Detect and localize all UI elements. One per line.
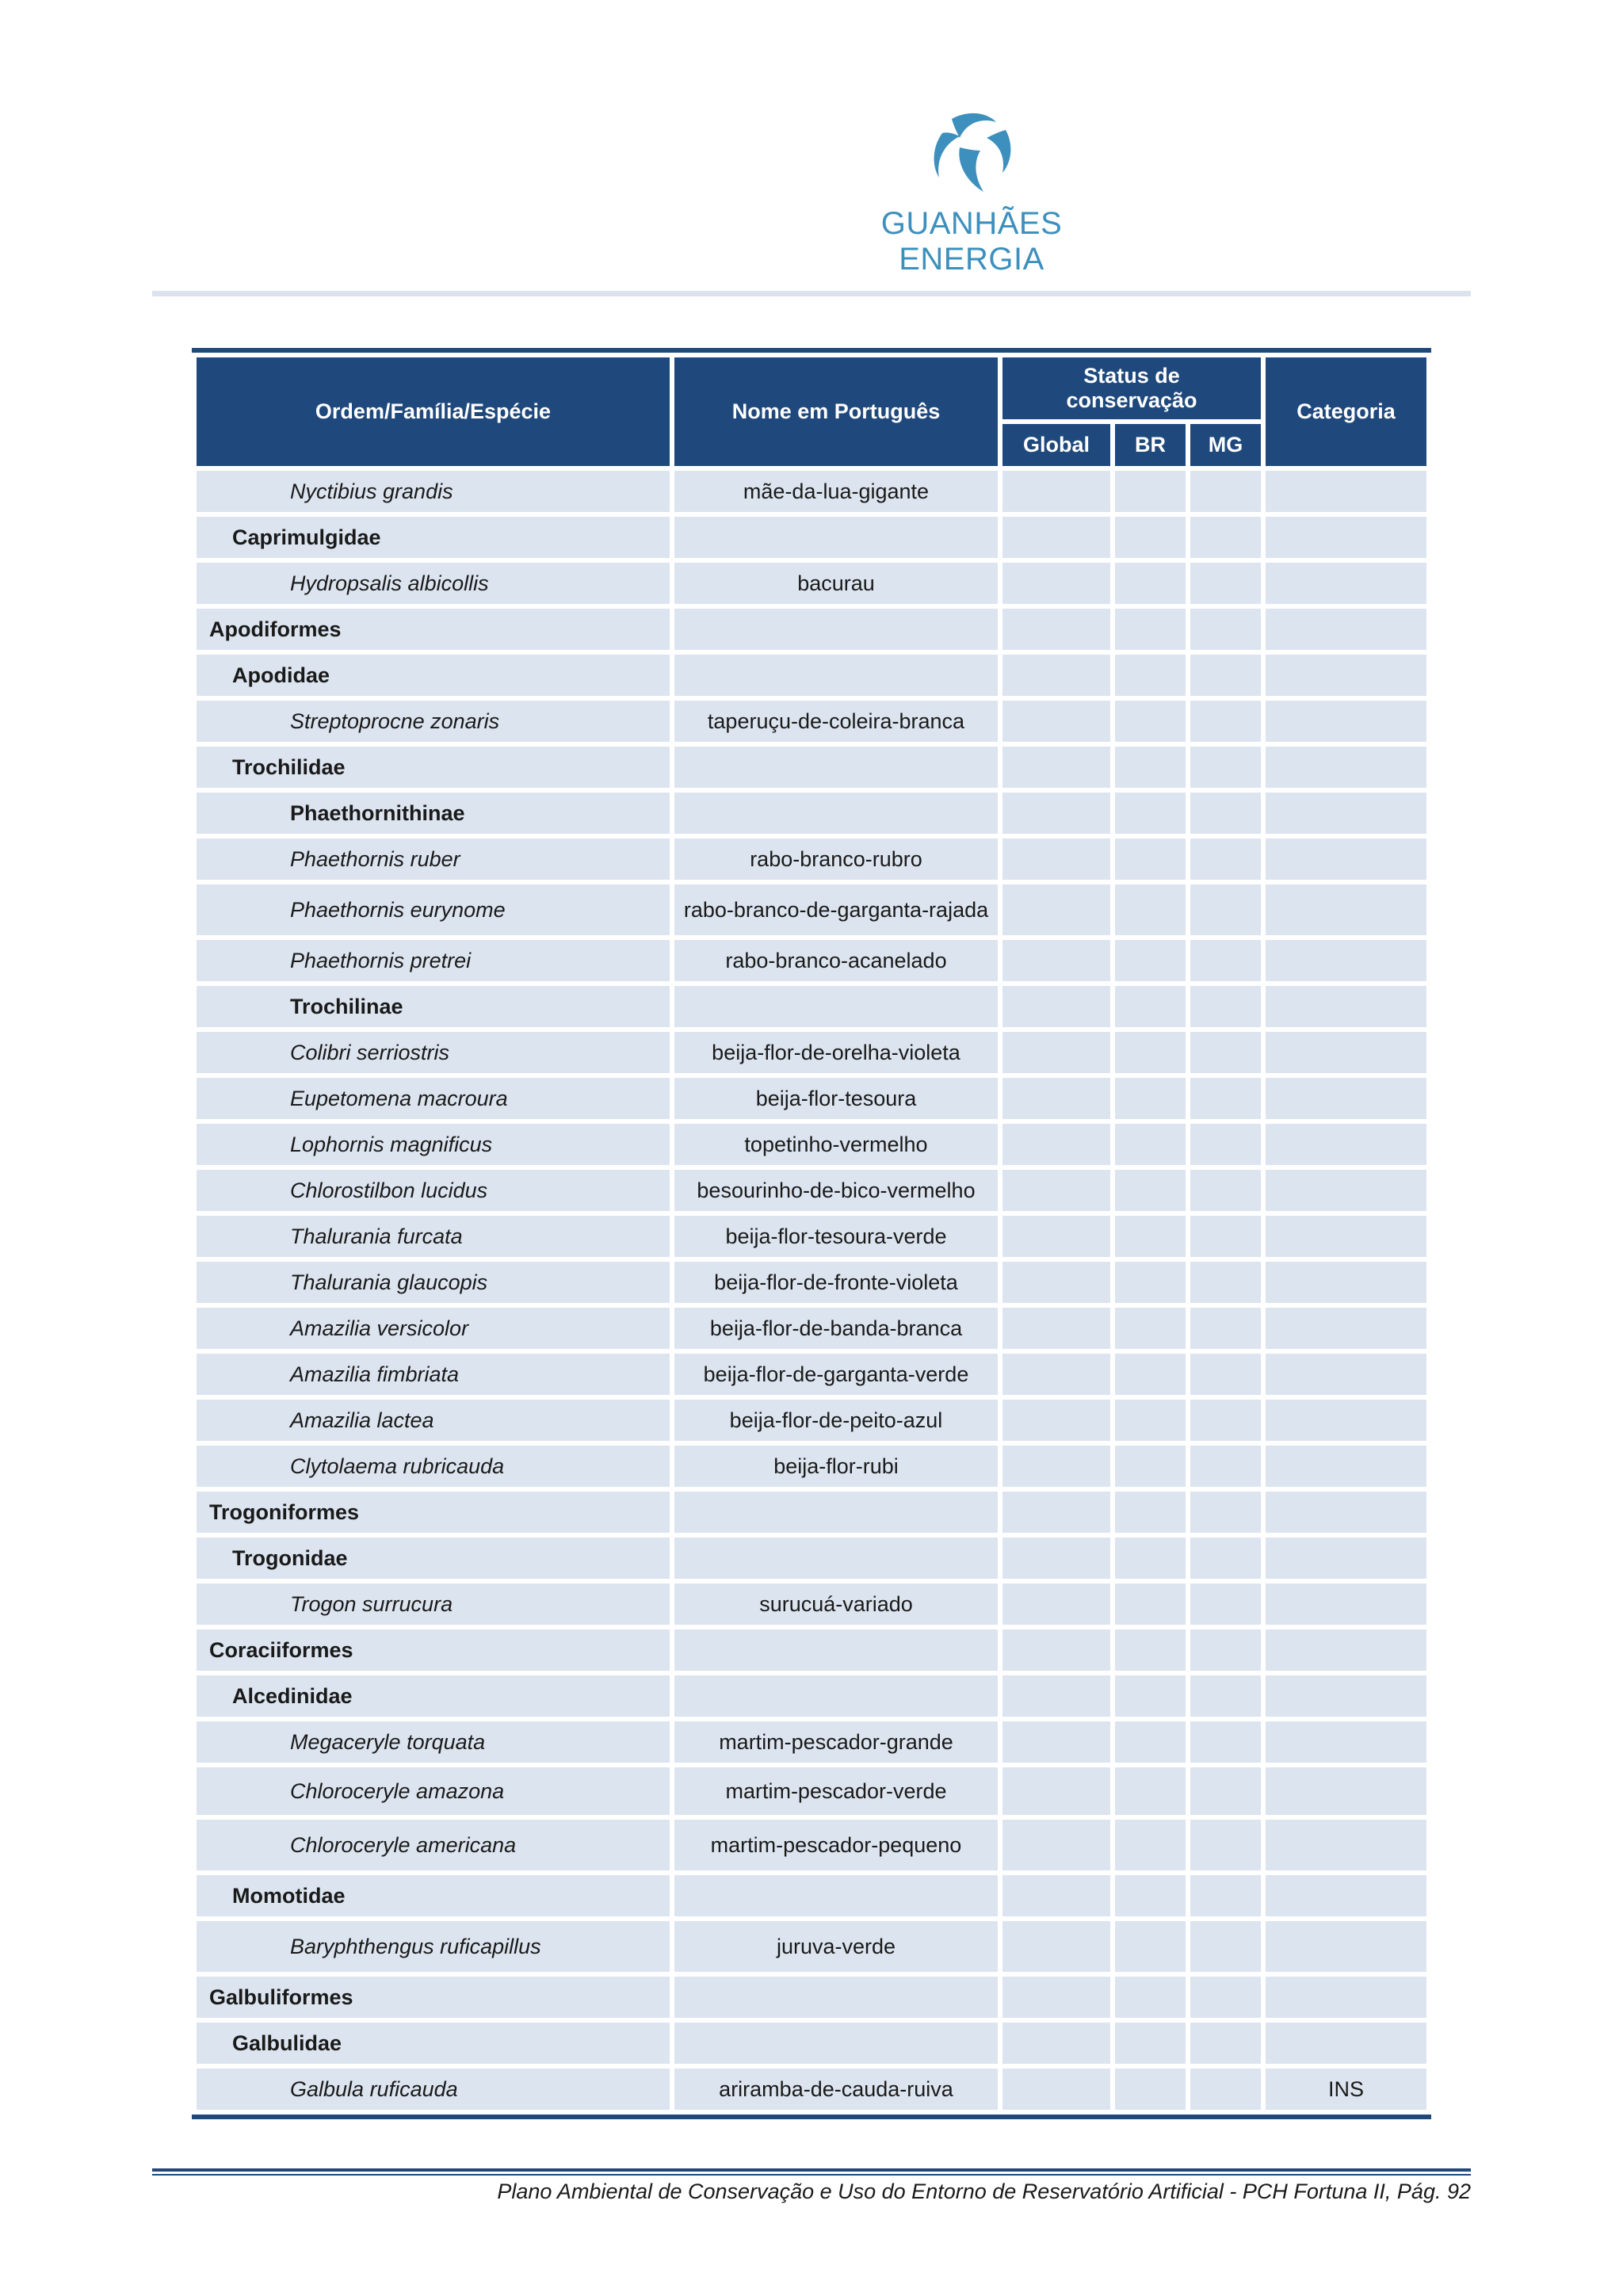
status-global-cell <box>1002 1767 1110 1815</box>
taxon-cell: Alcedinidae <box>197 1675 670 1717</box>
category-cell <box>1266 471 1426 512</box>
taxon-cell: Phaethornis ruber <box>197 839 670 880</box>
status-br-cell <box>1115 986 1186 1027</box>
common-name-cell: beija-flor-de-garganta-verde <box>674 1354 998 1395</box>
footer-divider <box>152 2168 1471 2172</box>
category-cell <box>1266 1675 1426 1717</box>
table-row <box>197 1921 1426 1972</box>
taxon-cell: Trogonidae <box>197 1538 670 1579</box>
table-row <box>197 1124 1426 1165</box>
status-br-cell <box>1115 1767 1186 1815</box>
common-name-cell: beija-flor-de-peito-azul <box>674 1400 998 1441</box>
common-name-cell: beija-flor-de-banda-branca <box>674 1308 998 1349</box>
category-cell <box>1266 884 1426 935</box>
table-row <box>197 747 1426 788</box>
common-name-cell: topetinho-vermelho <box>674 1124 998 1165</box>
category-cell: INS <box>1266 2069 1426 2110</box>
status-mg-cell <box>1190 793 1261 834</box>
logo-text: GUANHÃES ENERGIA <box>880 206 1063 277</box>
table-row <box>197 1875 1426 1916</box>
category-cell <box>1266 1446 1426 1487</box>
status-global-cell <box>1002 471 1110 512</box>
table-row <box>197 471 1426 512</box>
table-row <box>197 1675 1426 1717</box>
status-global-cell <box>1002 1584 1110 1625</box>
taxon-cell: Coraciiformes <box>197 1629 670 1671</box>
common-name-cell <box>674 986 998 1027</box>
taxon-cell: Lophornis magnificus <box>197 1124 670 1165</box>
category-cell <box>1266 1921 1426 1972</box>
taxon-cell: Thalurania glaucopis <box>197 1262 670 1303</box>
table-row <box>197 655 1426 696</box>
taxon-cell: Nyctibius grandis <box>197 471 670 512</box>
taxon-cell: Hydropsalis albicollis <box>197 563 670 604</box>
table-row <box>197 1308 1426 1349</box>
status-mg-cell <box>1190 655 1261 696</box>
common-name-cell <box>674 2023 998 2064</box>
category-cell <box>1266 1124 1426 1165</box>
status-mg-cell <box>1190 1721 1261 1763</box>
status-br-cell <box>1115 2023 1186 2064</box>
status-mg-cell <box>1190 471 1261 512</box>
taxon-cell: Streptoprocne zonaris <box>197 701 670 742</box>
status-mg-cell <box>1190 839 1261 880</box>
status-mg-cell <box>1190 1446 1261 1487</box>
status-global-cell <box>1002 1032 1110 1073</box>
common-name-cell: besourinho-de-bico-vermelho <box>674 1170 998 1211</box>
status-mg-cell <box>1190 1170 1261 1211</box>
status-br-cell <box>1115 1584 1186 1625</box>
header-category: Categoria <box>1266 357 1426 466</box>
status-global-cell <box>1002 1216 1110 1257</box>
table-row <box>197 1400 1426 1441</box>
status-mg-cell <box>1190 517 1261 558</box>
taxon-cell: Galbulidae <box>197 2023 670 2064</box>
status-br-cell <box>1115 1820 1186 1870</box>
status-global-cell <box>1002 1820 1110 1870</box>
status-mg-cell <box>1190 747 1261 788</box>
status-br-cell <box>1115 1262 1186 1303</box>
status-global-cell <box>1002 1308 1110 1349</box>
status-mg-cell <box>1190 1584 1261 1625</box>
table-row <box>197 609 1426 650</box>
table-row <box>197 884 1426 935</box>
status-global-cell <box>1002 2023 1110 2064</box>
common-name-cell: mãe-da-lua-gigante <box>674 471 998 512</box>
taxon-cell: Caprimulgidae <box>197 517 670 558</box>
category-cell <box>1266 1354 1426 1395</box>
category-cell <box>1266 1977 1426 2018</box>
common-name-cell: bacurau <box>674 563 998 604</box>
table-row <box>197 940 1426 981</box>
common-name-cell: juruva-verde <box>674 1921 998 1972</box>
status-global-cell <box>1002 1400 1110 1441</box>
status-br-cell <box>1115 1308 1186 1349</box>
status-global-cell <box>1002 986 1110 1027</box>
status-br-cell <box>1115 1078 1186 1119</box>
status-mg-cell <box>1190 1675 1261 1717</box>
category-cell <box>1266 839 1426 880</box>
status-br-cell <box>1115 1875 1186 1916</box>
taxon-cell: Galbula ruficauda <box>197 2069 670 2110</box>
common-name-cell <box>674 1875 998 1916</box>
header-global: Global <box>1002 424 1110 466</box>
status-br-cell <box>1115 1216 1186 1257</box>
status-br-cell <box>1115 563 1186 604</box>
table-row <box>197 1216 1426 1257</box>
category-cell <box>1266 563 1426 604</box>
taxon-cell: Amazilia fimbriata <box>197 1354 670 1395</box>
status-mg-cell <box>1190 1216 1261 1257</box>
status-br-cell <box>1115 1400 1186 1441</box>
taxon-cell: Apodiformes <box>197 609 670 650</box>
status-global-cell <box>1002 1078 1110 1119</box>
status-br-cell <box>1115 655 1186 696</box>
status-mg-cell <box>1190 1354 1261 1395</box>
common-name-cell: ariramba-de-cauda-ruiva <box>674 2069 998 2110</box>
status-mg-cell <box>1190 1124 1261 1165</box>
status-br-cell <box>1115 1921 1186 1972</box>
status-br-cell <box>1115 1977 1186 2018</box>
table-row <box>197 1354 1426 1395</box>
taxon-cell: Baryphthengus ruficapillus <box>197 1921 670 1972</box>
status-br-cell <box>1115 1721 1186 1763</box>
table-row <box>197 1820 1426 1870</box>
category-cell <box>1266 940 1426 981</box>
header-portuguese-name: Nome em Português <box>674 357 998 466</box>
table-row <box>197 793 1426 834</box>
category-cell <box>1266 1820 1426 1870</box>
status-mg-cell <box>1190 1032 1261 1073</box>
status-mg-cell <box>1190 701 1261 742</box>
status-br-cell <box>1115 747 1186 788</box>
status-mg-cell <box>1190 2069 1261 2110</box>
category-cell <box>1266 1629 1426 1671</box>
common-name-cell <box>674 609 998 650</box>
status-br-cell <box>1115 1124 1186 1165</box>
status-br-cell <box>1115 609 1186 650</box>
status-mg-cell <box>1190 1492 1261 1533</box>
category-cell <box>1266 747 1426 788</box>
common-name-cell <box>674 1492 998 1533</box>
footer-caption: Plano Ambiental de Conservação e Uso do Entorno de Reservatório Artificial - PCH Fortuna II, Pág. 92 <box>497 2179 1471 2203</box>
category-cell <box>1266 1078 1426 1119</box>
status-mg-cell <box>1190 986 1261 1027</box>
status-global-cell <box>1002 884 1110 935</box>
status-br-cell <box>1115 884 1186 935</box>
taxon-cell: Trogoniformes <box>197 1492 670 1533</box>
status-global-cell <box>1002 1721 1110 1763</box>
status-global-cell <box>1002 1354 1110 1395</box>
category-cell <box>1266 1032 1426 1073</box>
common-name-cell <box>674 1977 998 2018</box>
status-global-cell <box>1002 2069 1110 2110</box>
status-mg-cell <box>1190 1308 1261 1349</box>
table-row <box>197 1078 1426 1119</box>
common-name-cell: beija-flor-tesoura <box>674 1078 998 1119</box>
status-br-cell <box>1115 1629 1186 1671</box>
table-row <box>197 563 1426 604</box>
status-global-cell <box>1002 1124 1110 1165</box>
status-mg-cell <box>1190 1538 1261 1579</box>
taxon-cell: Chloroceryle americana <box>197 1820 670 1870</box>
category-cell <box>1266 1721 1426 1763</box>
status-global-cell <box>1002 1875 1110 1916</box>
taxon-cell: Trochilidae <box>197 747 670 788</box>
status-br-cell <box>1115 1538 1186 1579</box>
status-br-cell <box>1115 839 1186 880</box>
table-row <box>197 517 1426 558</box>
status-br-cell <box>1115 1675 1186 1717</box>
common-name-cell: beija-flor-de-orelha-violeta <box>674 1032 998 1073</box>
table-row <box>197 839 1426 880</box>
status-global-cell <box>1002 793 1110 834</box>
taxon-cell: Chloroceryle amazona <box>197 1767 670 1815</box>
table-row <box>197 1629 1426 1671</box>
taxon-cell: Megaceryle torquata <box>197 1721 670 1763</box>
status-br-cell <box>1115 517 1186 558</box>
table-row <box>197 1977 1426 2018</box>
table-row <box>197 1262 1426 1303</box>
status-global-cell <box>1002 563 1110 604</box>
taxon-cell: Trogon surrucura <box>197 1584 670 1625</box>
status-mg-cell <box>1190 1767 1261 1815</box>
table-row <box>197 2023 1426 2064</box>
taxon-cell: Eupetomena macroura <box>197 1078 670 1119</box>
status-global-cell <box>1002 701 1110 742</box>
status-mg-cell <box>1190 1820 1261 1870</box>
taxon-cell: Phaethornithinae <box>197 793 670 834</box>
status-global-cell <box>1002 1446 1110 1487</box>
status-br-cell <box>1115 940 1186 981</box>
status-global-cell <box>1002 609 1110 650</box>
common-name-cell: martim-pescador-verde <box>674 1767 998 1815</box>
common-name-cell: surucuá-variado <box>674 1584 998 1625</box>
table-row <box>197 1538 1426 1579</box>
common-name-cell <box>674 1538 998 1579</box>
status-br-cell <box>1115 701 1186 742</box>
category-cell <box>1266 2023 1426 2064</box>
category-cell <box>1266 1262 1426 1303</box>
status-global-cell <box>1002 839 1110 880</box>
common-name-cell: taperuçu-de-coleira-branca <box>674 701 998 742</box>
header-divider <box>152 291 1471 296</box>
category-cell <box>1266 701 1426 742</box>
table-row <box>197 1032 1426 1073</box>
status-br-cell <box>1115 793 1186 834</box>
footer-divider-thin <box>152 2174 1471 2176</box>
category-cell <box>1266 655 1426 696</box>
category-cell <box>1266 1538 1426 1579</box>
common-name-cell <box>674 1629 998 1671</box>
category-cell <box>1266 1767 1426 1815</box>
status-global-cell <box>1002 747 1110 788</box>
table-row <box>197 1767 1426 1815</box>
header-mg: MG <box>1190 424 1261 466</box>
status-global-cell <box>1002 940 1110 981</box>
status-global-cell <box>1002 1170 1110 1211</box>
status-mg-cell <box>1190 609 1261 650</box>
category-cell <box>1266 986 1426 1027</box>
category-cell <box>1266 1400 1426 1441</box>
common-name-cell: beija-flor-rubi <box>674 1446 998 1487</box>
taxon-cell: Amazilia lactea <box>197 1400 670 1441</box>
status-global-cell <box>1002 1977 1110 2018</box>
taxon-cell: Galbuliformes <box>197 1977 670 2018</box>
taxon-cell: Apodidae <box>197 655 670 696</box>
header-br: BR <box>1115 424 1186 466</box>
status-mg-cell <box>1190 1629 1261 1671</box>
common-name-cell: beija-flor-de-fronte-violeta <box>674 1262 998 1303</box>
taxon-cell: Momotidae <box>197 1875 670 1916</box>
header-conservation-status: Status de conservação <box>1002 357 1261 419</box>
common-name-cell: rabo-branco-rubro <box>674 839 998 880</box>
status-global-cell <box>1002 655 1110 696</box>
taxon-cell: Colibri serriostris <box>197 1032 670 1073</box>
table-row <box>197 1584 1426 1625</box>
common-name-cell <box>674 793 998 834</box>
category-cell <box>1266 1170 1426 1211</box>
table-row <box>197 986 1426 1027</box>
header-species: Ordem/Família/Espécie <box>197 357 670 466</box>
species-table <box>192 348 1431 2119</box>
table-row <box>197 701 1426 742</box>
common-name-cell <box>674 747 998 788</box>
status-global-cell <box>1002 1492 1110 1533</box>
status-mg-cell <box>1190 1977 1261 2018</box>
status-global-cell <box>1002 1538 1110 1579</box>
common-name-cell: rabo-branco-acanelado <box>674 940 998 981</box>
status-global-cell <box>1002 1262 1110 1303</box>
common-name-cell: beija-flor-tesoura-verde <box>674 1216 998 1257</box>
common-name-cell: martim-pescador-grande <box>674 1721 998 1763</box>
status-mg-cell <box>1190 1921 1261 1972</box>
common-name-cell <box>674 517 998 558</box>
category-cell <box>1266 1492 1426 1533</box>
status-br-cell <box>1115 1170 1186 1211</box>
common-name-cell <box>674 655 998 696</box>
status-br-cell <box>1115 1354 1186 1395</box>
common-name-cell: rabo-branco-de-garganta-rajada <box>674 884 998 935</box>
category-cell <box>1266 517 1426 558</box>
status-br-cell <box>1115 471 1186 512</box>
table-row <box>197 1721 1426 1763</box>
company-logo <box>823 109 1121 277</box>
category-cell <box>1266 1216 1426 1257</box>
table-row <box>197 2069 1426 2110</box>
status-global-cell <box>1002 1629 1110 1671</box>
status-br-cell <box>1115 2069 1186 2110</box>
status-mg-cell <box>1190 1262 1261 1303</box>
taxon-cell: Trochilinae <box>197 986 670 1027</box>
taxon-cell: Phaethornis pretrei <box>197 940 670 981</box>
status-br-cell <box>1115 1492 1186 1533</box>
taxon-cell: Amazilia versicolor <box>197 1308 670 1349</box>
status-mg-cell <box>1190 563 1261 604</box>
status-mg-cell <box>1190 940 1261 981</box>
status-global-cell <box>1002 1675 1110 1717</box>
status-global-cell <box>1002 517 1110 558</box>
taxon-cell: Clytolaema rubricauda <box>197 1446 670 1487</box>
category-cell <box>1266 1584 1426 1625</box>
table-row <box>197 1170 1426 1211</box>
status-mg-cell <box>1190 884 1261 935</box>
category-cell <box>1266 1875 1426 1916</box>
taxon-cell: Phaethornis eurynome <box>197 884 670 935</box>
category-cell <box>1266 793 1426 834</box>
status-br-cell <box>1115 1032 1186 1073</box>
category-cell <box>1266 1308 1426 1349</box>
status-global-cell <box>1002 1921 1110 1972</box>
swirl-logo-icon <box>928 109 1015 198</box>
taxon-cell: Chlorostilbon lucidus <box>197 1170 670 1211</box>
status-br-cell <box>1115 1446 1186 1487</box>
status-mg-cell <box>1190 1078 1261 1119</box>
table-row <box>197 1446 1426 1487</box>
table-row <box>197 1492 1426 1533</box>
common-name-cell <box>674 1675 998 1717</box>
common-name-cell: martim-pescador-pequeno <box>674 1820 998 1870</box>
taxon-cell: Thalurania furcata <box>197 1216 670 1257</box>
status-mg-cell <box>1190 1875 1261 1916</box>
status-mg-cell <box>1190 1400 1261 1441</box>
status-mg-cell <box>1190 2023 1261 2064</box>
category-cell <box>1266 609 1426 650</box>
